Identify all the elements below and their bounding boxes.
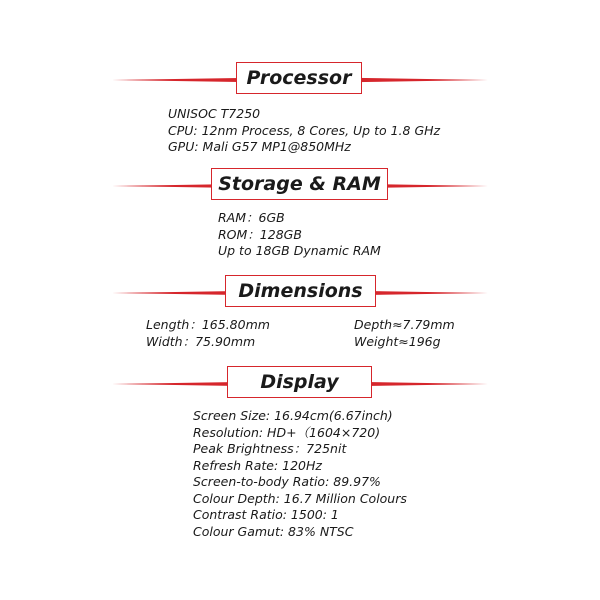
dimensions-right-specs — [354, 317, 455, 350]
spec-line: Weight≈196g — [354, 333, 441, 349]
processor-specs — [168, 106, 440, 156]
display-specs — [193, 408, 407, 540]
display-header — [0, 366, 600, 402]
processor-title: Processor — [236, 62, 362, 94]
display-title: Display — [227, 366, 372, 398]
storage-specs — [218, 210, 381, 260]
spec-line: Resolution: HD+（1604×720) — [193, 424, 381, 440]
processor-header — [0, 62, 600, 98]
spec-line: RAM：6GB — [218, 210, 285, 225]
dimensions-left-specs — [146, 317, 270, 350]
spec-line: Colour Depth: 16.7 Million Colours — [193, 490, 407, 506]
spec-line: Length：165.80mm — [146, 317, 270, 332]
spec-line: ROM：128GB — [218, 226, 302, 242]
storage-title: Storage & RAM — [211, 168, 388, 200]
spec-line: Up to 18GB Dynamic RAM — [218, 243, 381, 258]
spec-line: Contrast Ratio: 1500: 1 — [193, 507, 339, 522]
spec-line: Screen-to-body Ratio: 89.97% — [193, 474, 381, 489]
spec-line: Refresh Rate: 120Hz — [193, 457, 322, 473]
storage-header — [0, 168, 600, 204]
dimensions-header — [0, 275, 600, 311]
dimensions-title: Dimensions — [225, 275, 376, 307]
spec-line: UNISOC T7250 — [168, 106, 261, 121]
spec-line: Width：75.90mm — [146, 333, 256, 349]
spec-line: Colour Gamut: 83% NTSC — [193, 523, 354, 539]
spec-line: GPU: Mali G57 MP1@850MHz — [168, 139, 351, 154]
spec-line: Screen Size: 16.94cm(6.67inch) — [193, 408, 393, 423]
spec-line: Peak Brightness：725nit — [193, 441, 347, 456]
spec-line: CPU: 12nm Process, 8 Cores, Up to 1.8 GHz — [168, 122, 441, 138]
spec-line: Depth≈7.79mm — [354, 317, 455, 332]
